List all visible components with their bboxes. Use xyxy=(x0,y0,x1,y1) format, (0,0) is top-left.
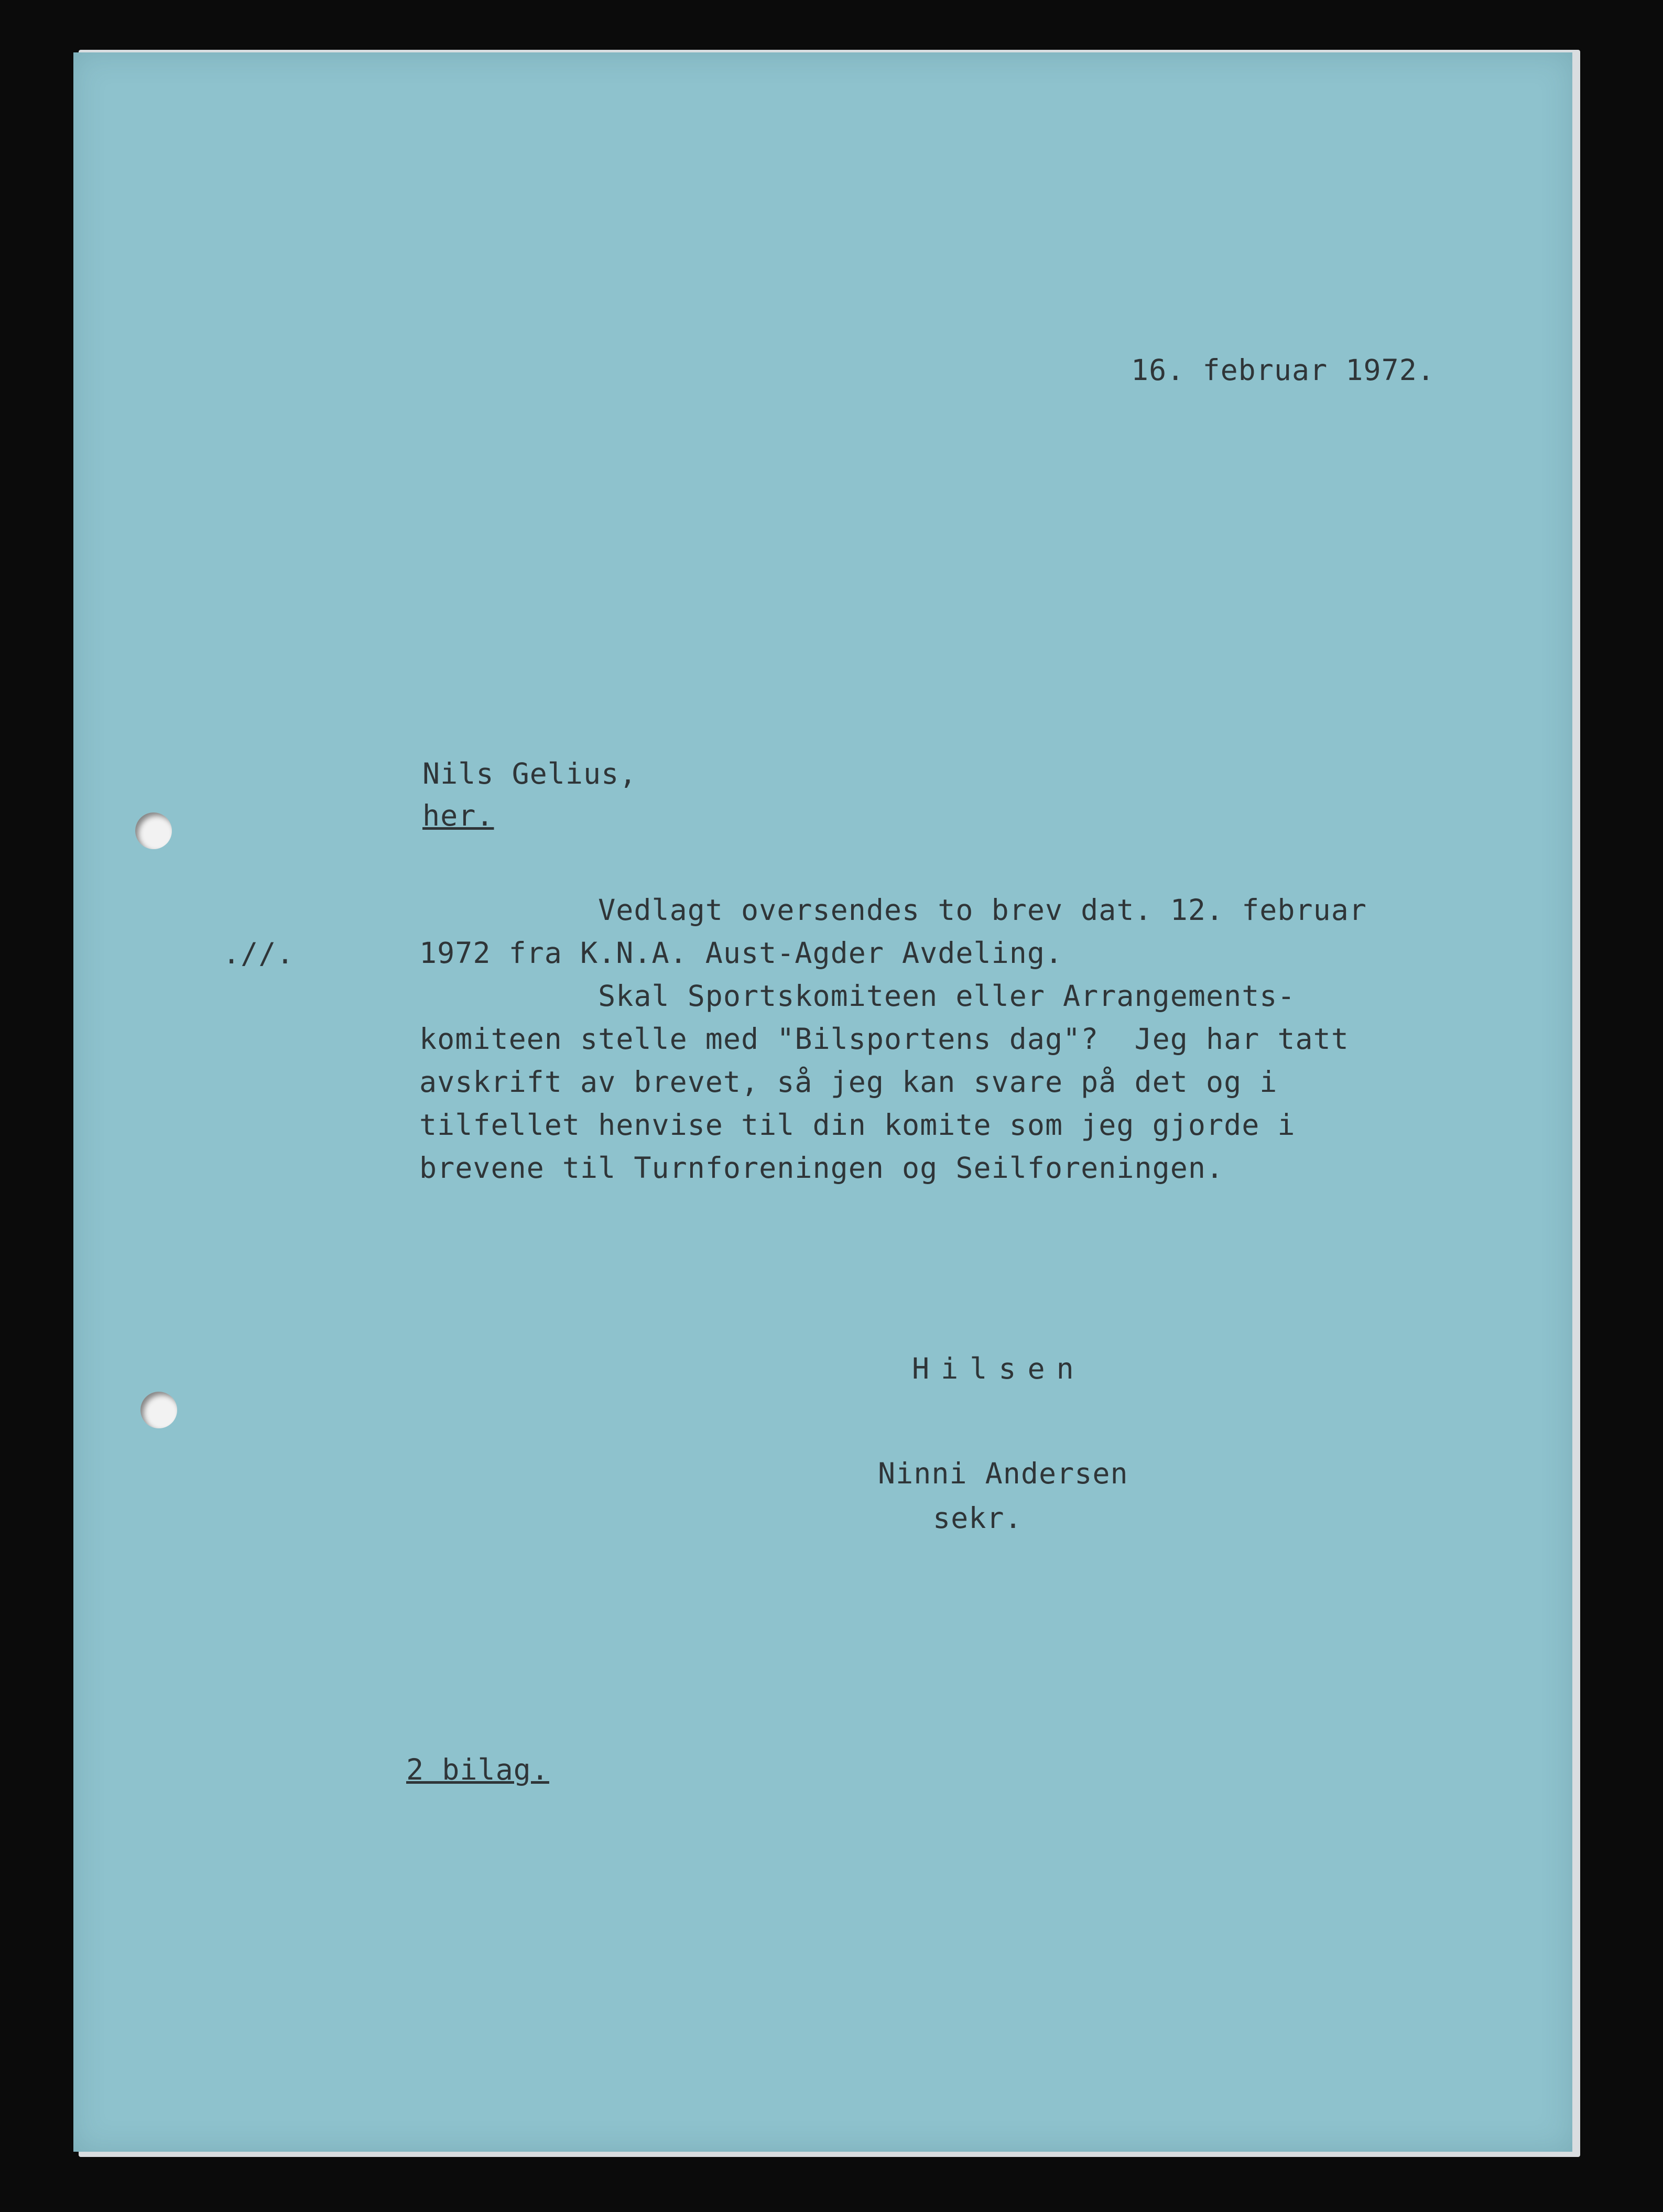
body-line: brevene til Turnforeningen og Seilforeningen. xyxy=(419,1151,1224,1185)
body-line: Vedlagt oversendes to brev dat. 12. februar xyxy=(419,893,1367,927)
letter-body xyxy=(419,888,1367,1189)
recipient-name: Nils Gelius, xyxy=(422,757,637,790)
body-line: komiteen stelle med "Bilsportens dag"? Jeg har tatt xyxy=(419,1022,1349,1056)
enclosure-mark: .//. xyxy=(223,937,295,970)
body-line: 1972 fra K.N.A. Aust-Agder Avdeling. xyxy=(419,936,1063,970)
letter-sheet xyxy=(73,52,1572,2152)
signer-name: Ninni Andersen xyxy=(878,1457,1128,1490)
closing-greeting: Hilsen xyxy=(912,1352,1085,1385)
punch-hole-top xyxy=(135,812,172,849)
body-line: Skal Sportskomiteen eller Arrangements- xyxy=(419,979,1296,1013)
body-line: avskrift av brevet, så jeg kan svare på det og i xyxy=(419,1065,1278,1099)
letter-date: 16. februar 1972. xyxy=(1131,353,1435,387)
punch-hole-bottom xyxy=(140,1392,177,1428)
recipient-place: her. xyxy=(422,799,494,832)
attachments-note: 2 bilag. xyxy=(406,1753,549,1786)
signer-title: sekr. xyxy=(933,1501,1023,1535)
body-line: tilfellet henvise til din komite som jeg gjorde i xyxy=(419,1108,1296,1142)
